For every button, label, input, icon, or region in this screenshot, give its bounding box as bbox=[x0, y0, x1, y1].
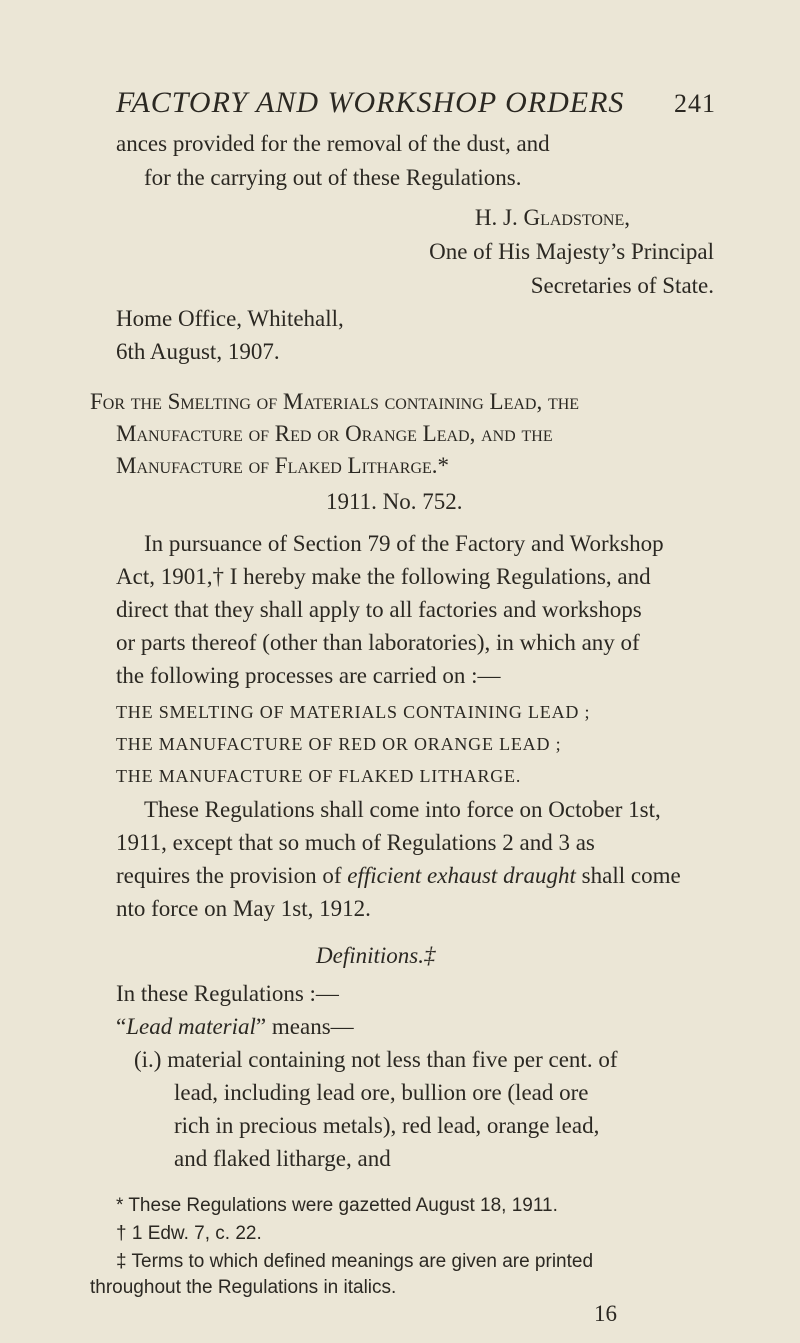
order-number: 1911. No. 752. bbox=[326, 489, 463, 514]
paragraph-line bbox=[116, 862, 681, 890]
paragraph-line: 1911, except that so much of Regulations 2 and 3 as bbox=[116, 830, 595, 855]
defined-term: efficient exhaust draught bbox=[347, 863, 576, 888]
footnote: throughout the Regulations in italics. bbox=[90, 1277, 397, 1298]
paragraph-line: Act, 1901,† I hereby make the following Regulations, and bbox=[116, 564, 651, 589]
intro-line: for the carrying out of these Regulations. bbox=[144, 165, 522, 190]
definition-item: (i.) material containing not less than five per cent. of bbox=[134, 1047, 618, 1072]
order-heading: Manufacture of Flaked Litharge.* bbox=[116, 453, 450, 478]
quote-mark: “ bbox=[116, 1014, 127, 1039]
order-heading: For the Smelting of Materials containing Lead, the bbox=[90, 389, 580, 414]
signature-place: Home Office, Whitehall, bbox=[116, 306, 344, 331]
footnote: ‡ Terms to which defined meanings are given are printed bbox=[116, 1251, 594, 1272]
paragraph-line: the following processes are carried on :— bbox=[116, 663, 501, 688]
process-item: THE MANUFACTURE OF FLAKED LITHARGE. bbox=[116, 766, 522, 786]
intro-line: ances provided for the removal of the dust, and bbox=[116, 131, 550, 156]
process-item: THE MANUFACTURE OF RED OR ORANGE LEAD ; bbox=[116, 734, 562, 754]
defined-term: Lead material bbox=[126, 1014, 256, 1039]
paragraph-line: nto force on May 1st, 1912. bbox=[116, 896, 371, 921]
signatory-title: Secretaries of State. bbox=[530, 273, 714, 298]
paragraph-line: In pursuance of Section 79 of the Factory and Workshop bbox=[144, 531, 664, 556]
paragraph-line: direct that they shall apply to all factories and workshops bbox=[116, 597, 642, 622]
footnote: * These Regulations were gazetted August 18, 1911. bbox=[116, 1195, 558, 1216]
definition-item: lead, including lead ore, bullion ore (lead ore bbox=[174, 1080, 589, 1105]
definition-term-line bbox=[116, 1013, 354, 1041]
term-suffix: ” means— bbox=[255, 1014, 354, 1039]
signatory-title: One of His Majesty’s Principal bbox=[429, 239, 714, 264]
process-item: THE SMELTING OF MATERIALS CONTAINING LEAD ; bbox=[116, 702, 591, 722]
signatory-name: H. J. Gladstone, bbox=[474, 205, 630, 230]
signature-date: 6th August, 1907. bbox=[116, 339, 280, 364]
page-number: 241 bbox=[674, 89, 716, 118]
running-title: FACTORY AND WORKSHOP ORDERS bbox=[116, 86, 625, 119]
definitions-intro: In these Regulations :— bbox=[116, 981, 339, 1006]
paragraph-text: requires the provision of bbox=[116, 863, 348, 888]
signature-mark: 16 bbox=[594, 1301, 617, 1326]
footnote: † 1 Edw. 7, c. 22. bbox=[116, 1223, 262, 1244]
order-heading: Manufacture of Red or Orange Lead, and the bbox=[116, 421, 553, 446]
definition-item: and flaked litharge, and bbox=[174, 1146, 391, 1171]
running-header bbox=[116, 86, 716, 120]
paragraph-line: or parts thereof (other than laboratories), in which any of bbox=[116, 630, 640, 655]
paragraph-text: shall come bbox=[575, 863, 681, 888]
paragraph-line: These Regulations shall come into force on October 1st, bbox=[144, 797, 661, 822]
definitions-heading: Definitions.‡ bbox=[316, 943, 436, 968]
definition-item: rich in precious metals), red lead, orange lead, bbox=[174, 1113, 600, 1138]
